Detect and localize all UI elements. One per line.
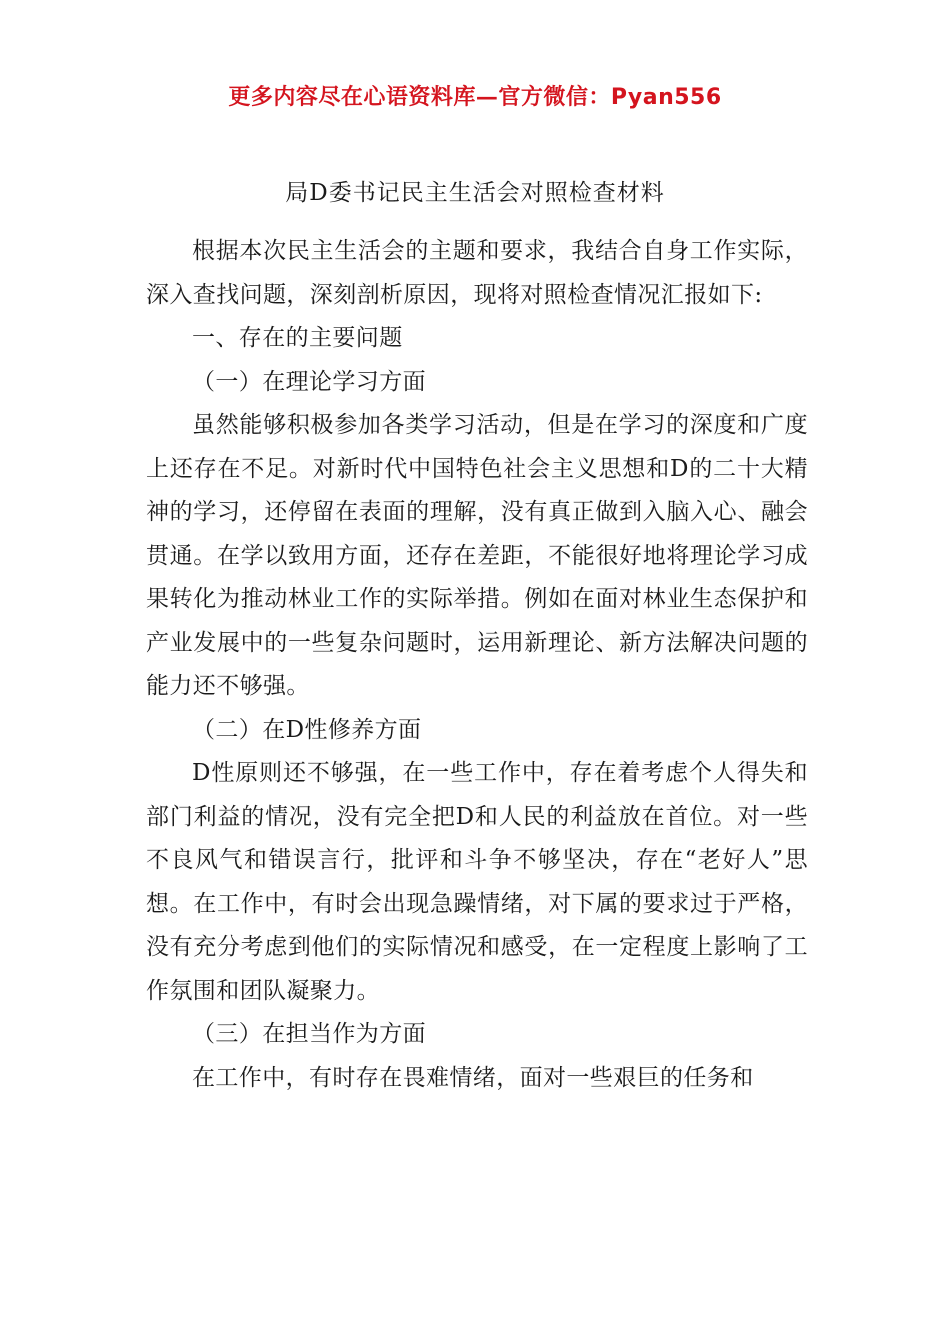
banner-main-text: 更多内容尽在心语资料库 xyxy=(228,84,476,110)
promo-banner[interactable] xyxy=(0,80,950,111)
section-heading: 一、存在的主要问题 xyxy=(192,325,403,351)
document-title: 局D委书记民主生活会对照检查材料 xyxy=(285,180,665,206)
paragraph: D性原则还不够强，在一些工作中，存在着考虑个人得失和部门利益的情况，没有完全把D和人民的利益放在首位。对一些不良风气和错误言行，批评和斗争不够坚决，存在“老好人”思想。在工作中，有时会出现急躁情绪，对下属的要求过于严格，没有充分考虑到他们的实际情况和感受，在一定程度上影响了工作氛围和团队凝聚力。 xyxy=(146,760,808,1004)
paragraph: 虽然能够积极参加各类学习活动，但是在学习的深度和广度上还存在不足。对新时代中国特色社会主义思想和D的二十大精神的学习，还停留在表面的理解，没有真正做到入脑入心、融会贯通。在学以致用方面，还存在差距，不能很好地将理论学习成果转化为推动林业工作的实际举措。例如在面对林业生态保护和产业发展中的一些复杂问题时，运用新理论、新方法解决问题的能力还不够强。 xyxy=(146,412,808,699)
paragraph: 在工作中，有时存在畏难情绪，面对一些艰巨的任务和 xyxy=(192,1064,754,1091)
subsection-heading: （二）在D性修养方面 xyxy=(192,716,422,743)
subsection-heading: （一）在理论学习方面 xyxy=(192,368,426,395)
subsection-heading: （三）在担当作为方面 xyxy=(192,1021,426,1047)
banner-wechat-text: 官方微信：Pyan556 xyxy=(498,85,722,110)
banner-separator: — xyxy=(475,84,499,110)
paragraph-intro: 根据本次民主生活会的主题和要求，我结合自身工作实际，深入查找问题，深刻剖析原因，现将对照检查情况汇报如下: xyxy=(146,238,808,308)
document-body xyxy=(146,230,808,1100)
